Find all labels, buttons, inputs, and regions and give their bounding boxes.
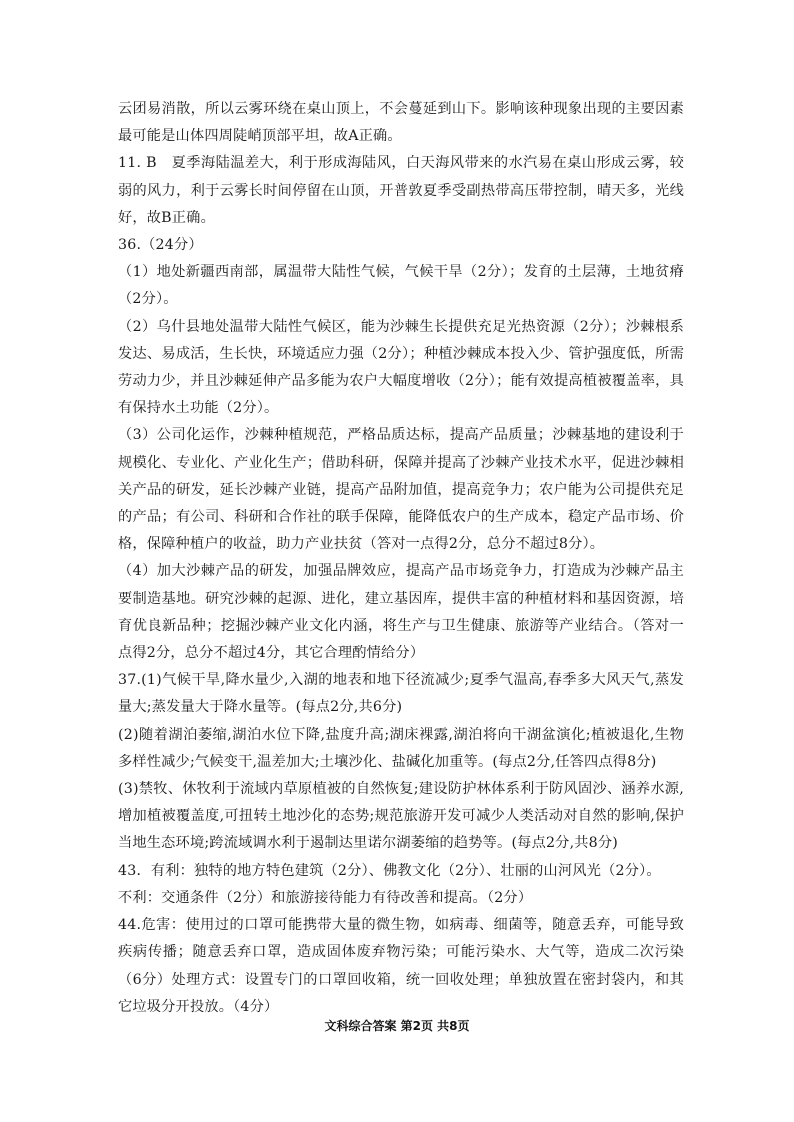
paragraph-10-answer-continued: 云团易消散，所以云雾环绕在桌山顶上，不会蔓延到山下。影响该种现象出现的主要因素最可能是山体四周陡峭顶部平坦，故A正确。 — [118, 101, 684, 145]
paragraph-q43-unfavorable: 不利：交通条件（2分）和旅游接待能力有待改善和提高。（2分） — [118, 889, 533, 906]
paragraph-q36-heading: 36.（24分） — [118, 237, 203, 254]
paragraph-q37-part2: (2)随着湖泊萎缩,湖泊水位下降,盐度升高;湖床裸露,湖泊将向干湖盆演化;植被退化,生物多样性减少;气候变干,温差加大;土壤沙化、盐碱化加重等。(每点2分,任答四点得8分) — [118, 726, 684, 770]
paragraph-q11-answer: 11. B 夏季海陆温差大，利于形成海陆风，白天海风带来的水汽易在桌山形成云雾，较弱的风力，利于云雾长时间停留在山顶，开普敦夏季受副热带高压带控制，晴天多，光线好，故B正确。 — [118, 155, 684, 226]
paragraph-q36-part1: （1）地处新疆西南部，属温带大陆性气候，气候干旱（2分）；发育的土层薄，土地贫瘠（2分）。 — [118, 264, 684, 308]
paragraph-q36-part3: （3）公司化运作，沙棘种植规范，严格品质达标，提高产品质量；沙棘基地的建设利于规模化、专业化、产业化生产；借助科研，保障并提高了沙棘产业技术水平，促进沙棘相关产品的研发，延长沙棘产业链，提高产品附加值，提高竞争力；农户能为公司提供充足的产品；有公司、科研和合作社的联手保障，能降低农户的生产成本，稳定产品市场、价格，保障种植户的收益，助力产业扶贫（答对一点得2分，总分不超过8分）。 — [118, 427, 684, 553]
paragraph-q36-part4: （4）加大沙棘产品的研发，加强品牌效应，提高产品市场竞争力，打造成为沙棘产品主要制造基地。研究沙棘的起源、进化，建立基因库，提供丰富的种植材料和基因资源，培育优良新品种；挖掘沙棘产业文化内涵，将生产与卫生健康、旅游等产业结合。（答对一点得2分，总分不超过4分，其它合理酌情给分） — [118, 563, 684, 662]
paragraph-q44-answer: 44.危害：使用过的口罩可能携带大量的微生物，如病毒、细菌等，随意丢弃，可能导致疾病传播；随意丢弃口罩，造成固体废弃物污染；可能污染水、大气等，造成二次污染（6分）处理方式：设置专门的口罩回收箱，统一回收处理；单独放置在密封袋内，和其它垃圾分开投放。（4分） — [118, 917, 684, 1015]
paragraph-q37-part1: 37.(1)气候干旱,降水量少,入湖的地表和地下径流减少;夏季气温高,春季多大风天气,蒸发量大;蒸发量大于降水量等。(每点2分,共6分) — [118, 672, 684, 716]
paragraph-q37-part3: (3)禁牧、休牧利于流域内草原植被的自然恢复;建设防护林体系利于防风固沙、涵养水源,增加植被覆盖度,可扭转土地沙化的态势;规范旅游开发可减少人类活动对自然的影响,保护当地生态环境;跨流域调水利于遏制达里诺尔湖萎缩的趋势等。(每点2分,共8分) — [118, 781, 684, 852]
paragraph-q43-favorable: 43．有利：独特的地方特色建筑（2分）、佛教文化（2分）、壮丽的山河风光（2分）。 — [118, 862, 661, 879]
answer-text-body — [118, 96, 684, 1021]
paragraph-q36-part2: （2）乌什县地处温带大陆性气候区，能为沙棘生长提供充足光热资源（2分）；沙棘根系发达、易成活，生长快，环境适应力强（2分）；种植沙棘成本投入少、管护强度低，所需劳动力少，并且沙棘延伸产品多能为农户大幅度增收（2分）；能有效提高植被覆盖率，具有保持水土功能（2分）。 — [118, 318, 684, 417]
page-footer: 文科综合答案 第2页 共8页 — [324, 1019, 470, 1033]
